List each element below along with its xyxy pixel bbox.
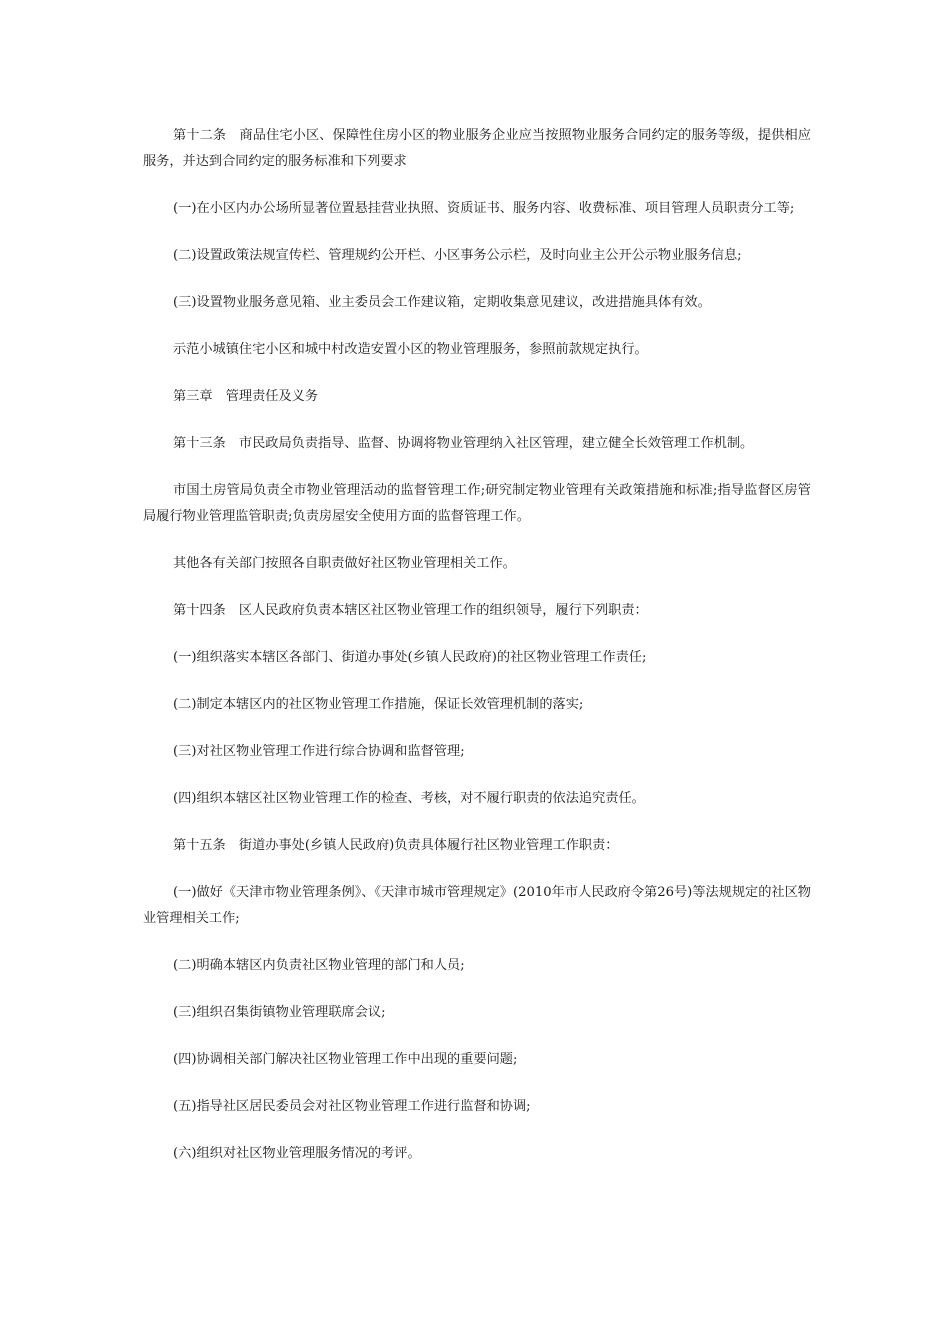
chapter-3-heading: 第三章 管理责任及义务 bbox=[173, 389, 319, 404]
article-12-item-3: (三)设置物业服务意见箱、业主委员会工作建议箱，定期收集意见建议，改进措施具体有效。 bbox=[173, 295, 711, 310]
article-13-para-3: 其他各有关部门按照各自职责做好社区物业管理相关工作。 bbox=[173, 556, 516, 571]
article-14-item-4: (四)组织本辖区社区物业管理工作的检查、考核，对不履行职责的依法追究责任。 bbox=[173, 791, 645, 806]
article-15-item-6: (六)组织对社区物业管理服务情况的考评。 bbox=[173, 1146, 421, 1161]
article-15-item-2: (二)明确本辖区内负责社区物业管理的部门和人员; bbox=[173, 958, 465, 973]
article-14-intro: 第十四条 区人民政府负责本辖区社区物业管理工作的组织领导，履行下列职责： bbox=[173, 603, 648, 618]
article-15-item-1: (一)做好《天津市物业管理条例》、《天津市城市管理规定》(2010年市人民政府令第26号)等法规规定的社区物业管理相关工作; bbox=[143, 885, 811, 926]
article-12-intro: 第十二条 商品住宅小区、保障性住房小区的物业服务企业应当按照物业服务合同约定的服务等级，提供相应服务，并达到合同约定的服务标准和下列要求 bbox=[143, 128, 811, 169]
article-15-item-3: (三)组织召集街镇物业管理联席会议; bbox=[173, 1005, 386, 1020]
article-14-item-3: (三)对社区物业管理工作进行综合协调和监督管理; bbox=[173, 744, 465, 759]
article-14-item-1: (一)组织落实本辖区各部门、街道办事处(乡镇人民政府)的社区物业管理工作责任; bbox=[173, 650, 647, 665]
article-13-intro: 第十三条 市民政局负责指导、监督、协调将物业管理纳入社区管理，建立健全长效管理工作机制。 bbox=[173, 436, 754, 451]
article-12-note: 示范小城镇住宅小区和城中村改造安置小区的物业管理服务，参照前款规定执行。 bbox=[173, 342, 648, 357]
article-15-intro: 第十五条 街道办事处(乡镇人民政府)负责具体履行社区物业管理工作职责： bbox=[173, 838, 619, 853]
article-15-item-4: (四)协调相关部门解决社区物业管理工作中出现的重要问题; bbox=[173, 1052, 518, 1067]
article-12-item-1: (一)在小区内办公场所显著位置悬挂营业执照、资质证书、服务内容、收费标准、项目管理人员职责分工等; bbox=[173, 201, 795, 216]
article-15-item-5: (五)指导社区居民委员会对社区物业管理工作进行监督和协调; bbox=[173, 1099, 531, 1114]
article-14-item-2: (二)制定本辖区内的社区物业管理工作措施，保证长效管理机制的落实; bbox=[173, 697, 584, 712]
article-12-item-2: (二)设置政策法规宣传栏、管理规约公开栏、小区事务公示栏，及时向业主公开公示物业服务信息; bbox=[173, 248, 742, 263]
document-body bbox=[143, 123, 811, 1188]
article-13-para-2: 市国土房管局负责全市物业管理活动的监督管理工作;研究制定物业管理有关政策措施和标准;指导监督区房管局履行物业管理监管职责;负责房屋安全使用方面的监督管理工作。 bbox=[143, 483, 811, 524]
